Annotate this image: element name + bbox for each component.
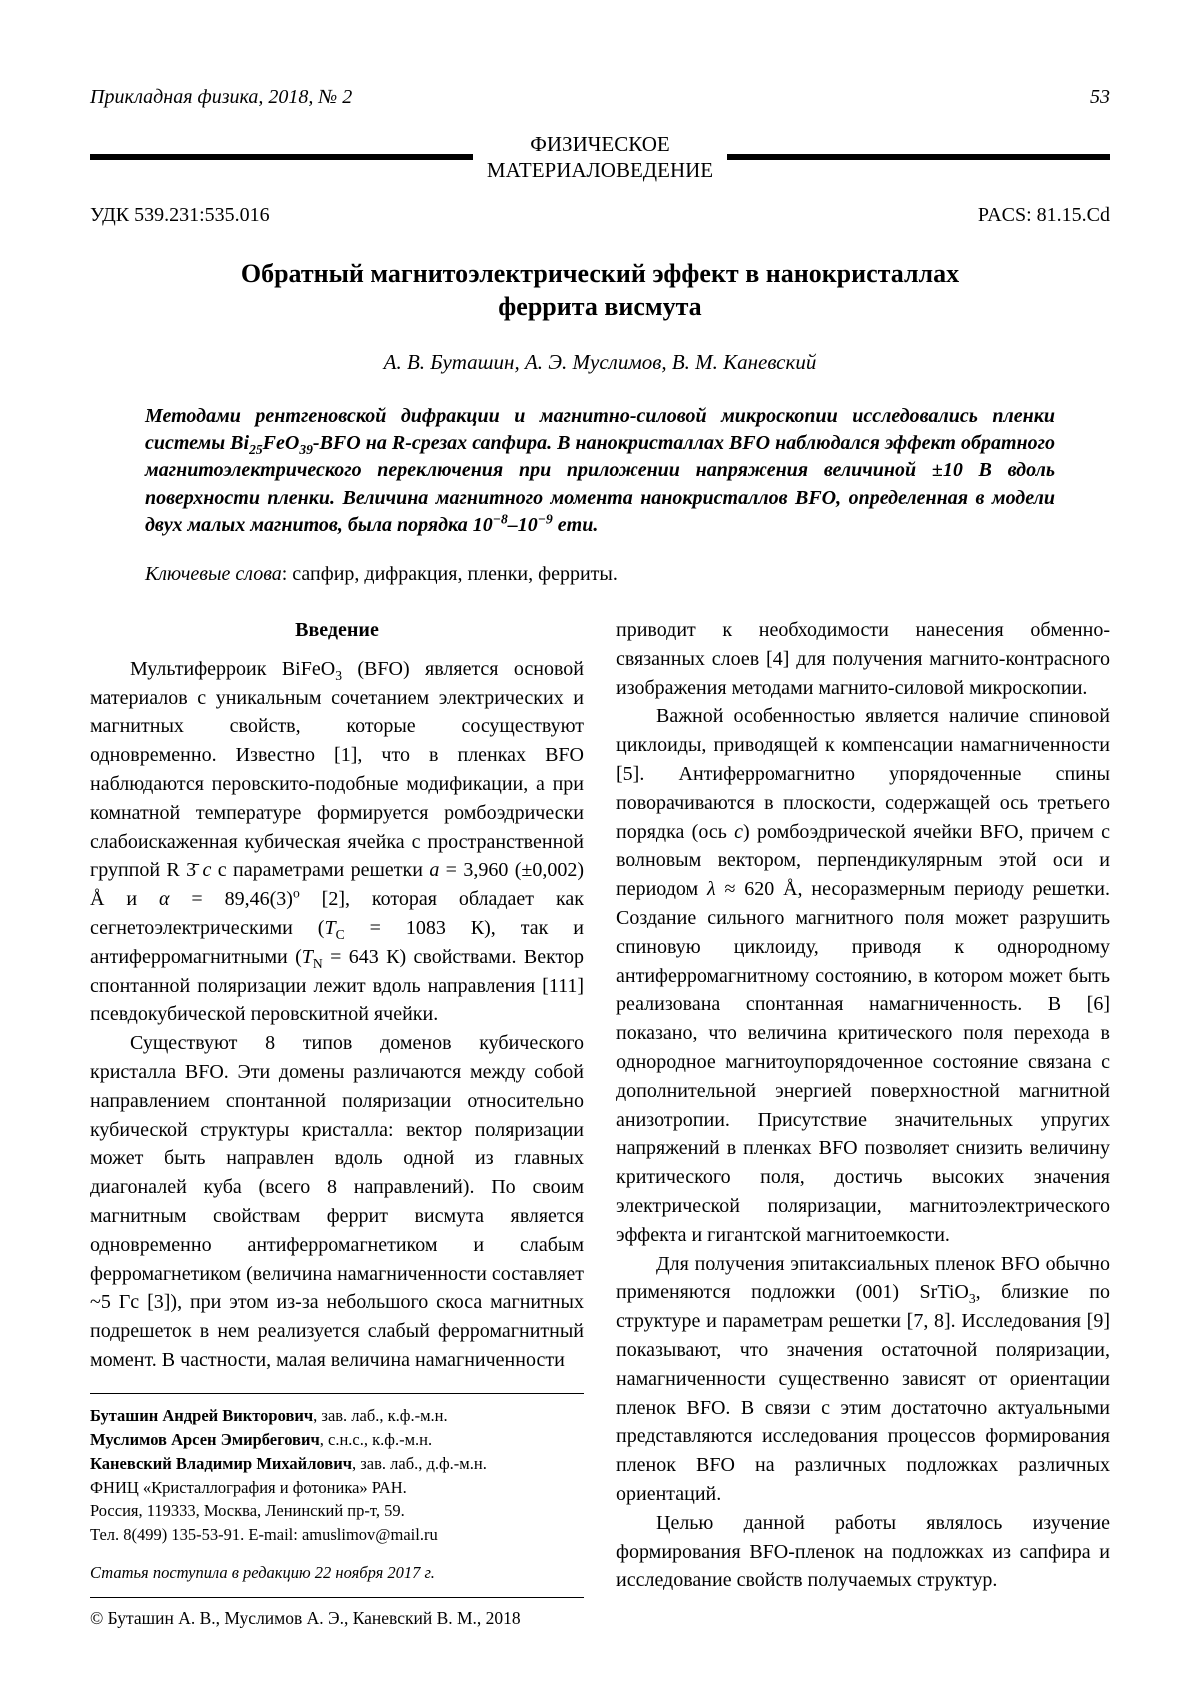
page-header [90, 86, 1110, 109]
left-column [90, 616, 584, 1632]
paragraph: приводит к необходимости нанесения обменно-связанных слоев [4] для получения магнито-контрасного изображения методами магнито-силовой микроскопии. [616, 619, 1110, 699]
codes-row [90, 204, 1110, 227]
page-number: 53 [1090, 86, 1110, 108]
authors-line: А. В. Буташин, А. Э. Муслимов, В. М. Каневский [383, 350, 817, 375]
keywords-line: Ключевые слова: сапфир, дифракция, пленки, ферриты. [145, 563, 618, 586]
udk-code: УДК 539.231:535.016 [90, 203, 270, 226]
paragraph: Целью данной работы являлось изучение формирования BFO-пленок на подложках из сапфира и исследование свойств получаемых структур. [616, 1511, 1110, 1592]
article-title: Обратный магнитоэлектрический эффект в нанокристаллах феррита висмута [240, 258, 960, 322]
two-column-body [90, 616, 1110, 1632]
section-title-line2: МАТЕРИАЛОВЕДЕНИЕ [486, 158, 714, 183]
bio-line: Муслимов Арсен Эмирбегович, с.н.с., к.ф.-м.н. [90, 1429, 433, 1449]
abstract-text: Методами рентгеновской дифракции и магнитно-силовой микроскопии исследовались пленки системы $Bi_{25}FeO_{39}$-BFO на R-срезах сапфира. В нанокристаллах BFO наблюдался эффект обратного магнитоэлектрического переключения при приложении напряжения величиной ±10 В вдоль поверхности пленки. Величина магнитного момента нанокристаллов BFO, определенная в модели двух малых магнитов, была порядка $10^{-8}-10^{-9}$ emu. [145, 405, 1055, 536]
section-title [487, 131, 713, 184]
paragraph: Важной особенностью является наличие спиновой циклоиды, приводящей к компенсации намагниченности [5]. Антиферромагнитно упорядоченные спины поворачиваются в плоскости, содержащей ось третьего порядка (ось c) ромбоэдрической ячейки BFO, причем с волновым вектором, перпендикулярным этой оси и периодом λ ≈ 620 Å, несоразмерным периоду решетки. Создание сильного магнитного поля может разрушить спиновую циклоиду, приводя к однородному антиферромагнитному состоянию, в котором может быть реализована спонтанная намагниченность. В [6] показано, что величина критического поля перехода в однородное магнитоупорядоченное состояние связана с дополнительной энергией поверхностной магнитной анизотропии. Присутствие значительных упругих напряжений в пленках BFO позволяет снизить величину критического поля, достичь высоких значения электрической поляризации, магнитоэлектрического эффекта и гигантской магнитоемкости. [616, 705, 1110, 1246]
intro-heading: Введение [295, 619, 379, 642]
bio-line: ФНИЦ «Кристаллография и фотоника» РАН. [90, 1477, 407, 1497]
bio-line: Тел. 8(499) 135-53-91. E-mail: amuslimov@mail.ru [90, 1525, 438, 1545]
author-bio-block [90, 1393, 584, 1632]
section-rule-right [727, 154, 1110, 160]
bio-line: Каневский Владимир Михайлович, зав. лаб., д.ф.-м.н. [90, 1453, 487, 1473]
section-title-line1: ФИЗИЧЕСКОЕ [530, 132, 670, 156]
paragraph: Для получения эпитаксиальных пленок BFO обычно применяются подложки (001) SrTiO$_3$, близкие по структуре и параметрам решетки [7, 8]. Исследования [9] показывают, что значения остаточной поляризации, намагниченности существенно зависят от ориентации пленок BFO. В связи с этим достаточно актуальными представляются исследования процессов формирования пленок BFO на различных подложках различных ориентаций. [616, 1252, 1110, 1505]
paragraph: Существуют 8 типов доменов кубического кристалла BFO. Эти домены различаются между собой направлением спонтанной поляризации относительно кубической структуры кристалла: вектор поляризации может быть направлен вдоль одной из главных диагоналей куба (всего 8 направлений). По своим магнитным свойствам феррит висмута является одновременно антиферромагнетиком и слабым ферромагнетиком (величина намагниченности составляет ~5 Гс [3]), при этом из-за небольшого скоса магнитных подрешеток в нем реализуется слабый ферромагнитный момент. В частности, малая величина намагниченности [90, 1032, 584, 1371]
paragraph: Мультиферроик BiFeO$_3$ (BFO) является основой материалов с уникальным сочетанием электрических и магнитных свойств, которые сосуществуют одновременно. Известно [1], что в пленках BFO наблюдаются перовскито-подобные модификации, а при комнатной температуре формируется ромбоэдрически слабоискаженная кубическая ячейка с пространственной группой R 3̄ c с параметрами решетки a = 3,960 (±0,002) Å и $\alpha = 89,46(3)^о$ [2], которая обладает как сегнетоэлектрическими ($T_C = 1083$ К), так и антиферромагнитными ($T_N = 643$ К) свойствами. Вектор спонтанной поляризации лежит вдоль направления [111] псевдокубической перовскитной ячейки. [90, 657, 585, 1026]
pacs-code: PACS: 81.15.Cd [977, 203, 1110, 226]
section-banner [90, 131, 1110, 184]
received-date-line: Статья поступила в редакцию 22 ноября 2017 г. [90, 1563, 435, 1583]
section-rule-left [90, 154, 473, 160]
right-column [616, 616, 1110, 1632]
bio-line: Россия, 119333, Москва, Ленинский пр-т, 59. [90, 1501, 405, 1521]
journal-title: Прикладная физика, 2018, № 2 [90, 86, 353, 108]
copyright-line: © Буташин А. В., Муслимов А. Э., Каневский В. М., 2018 [90, 1608, 521, 1629]
bio-line: Буташин Андрей Викторович, зав. лаб., к.ф.-м.н. [90, 1405, 448, 1425]
